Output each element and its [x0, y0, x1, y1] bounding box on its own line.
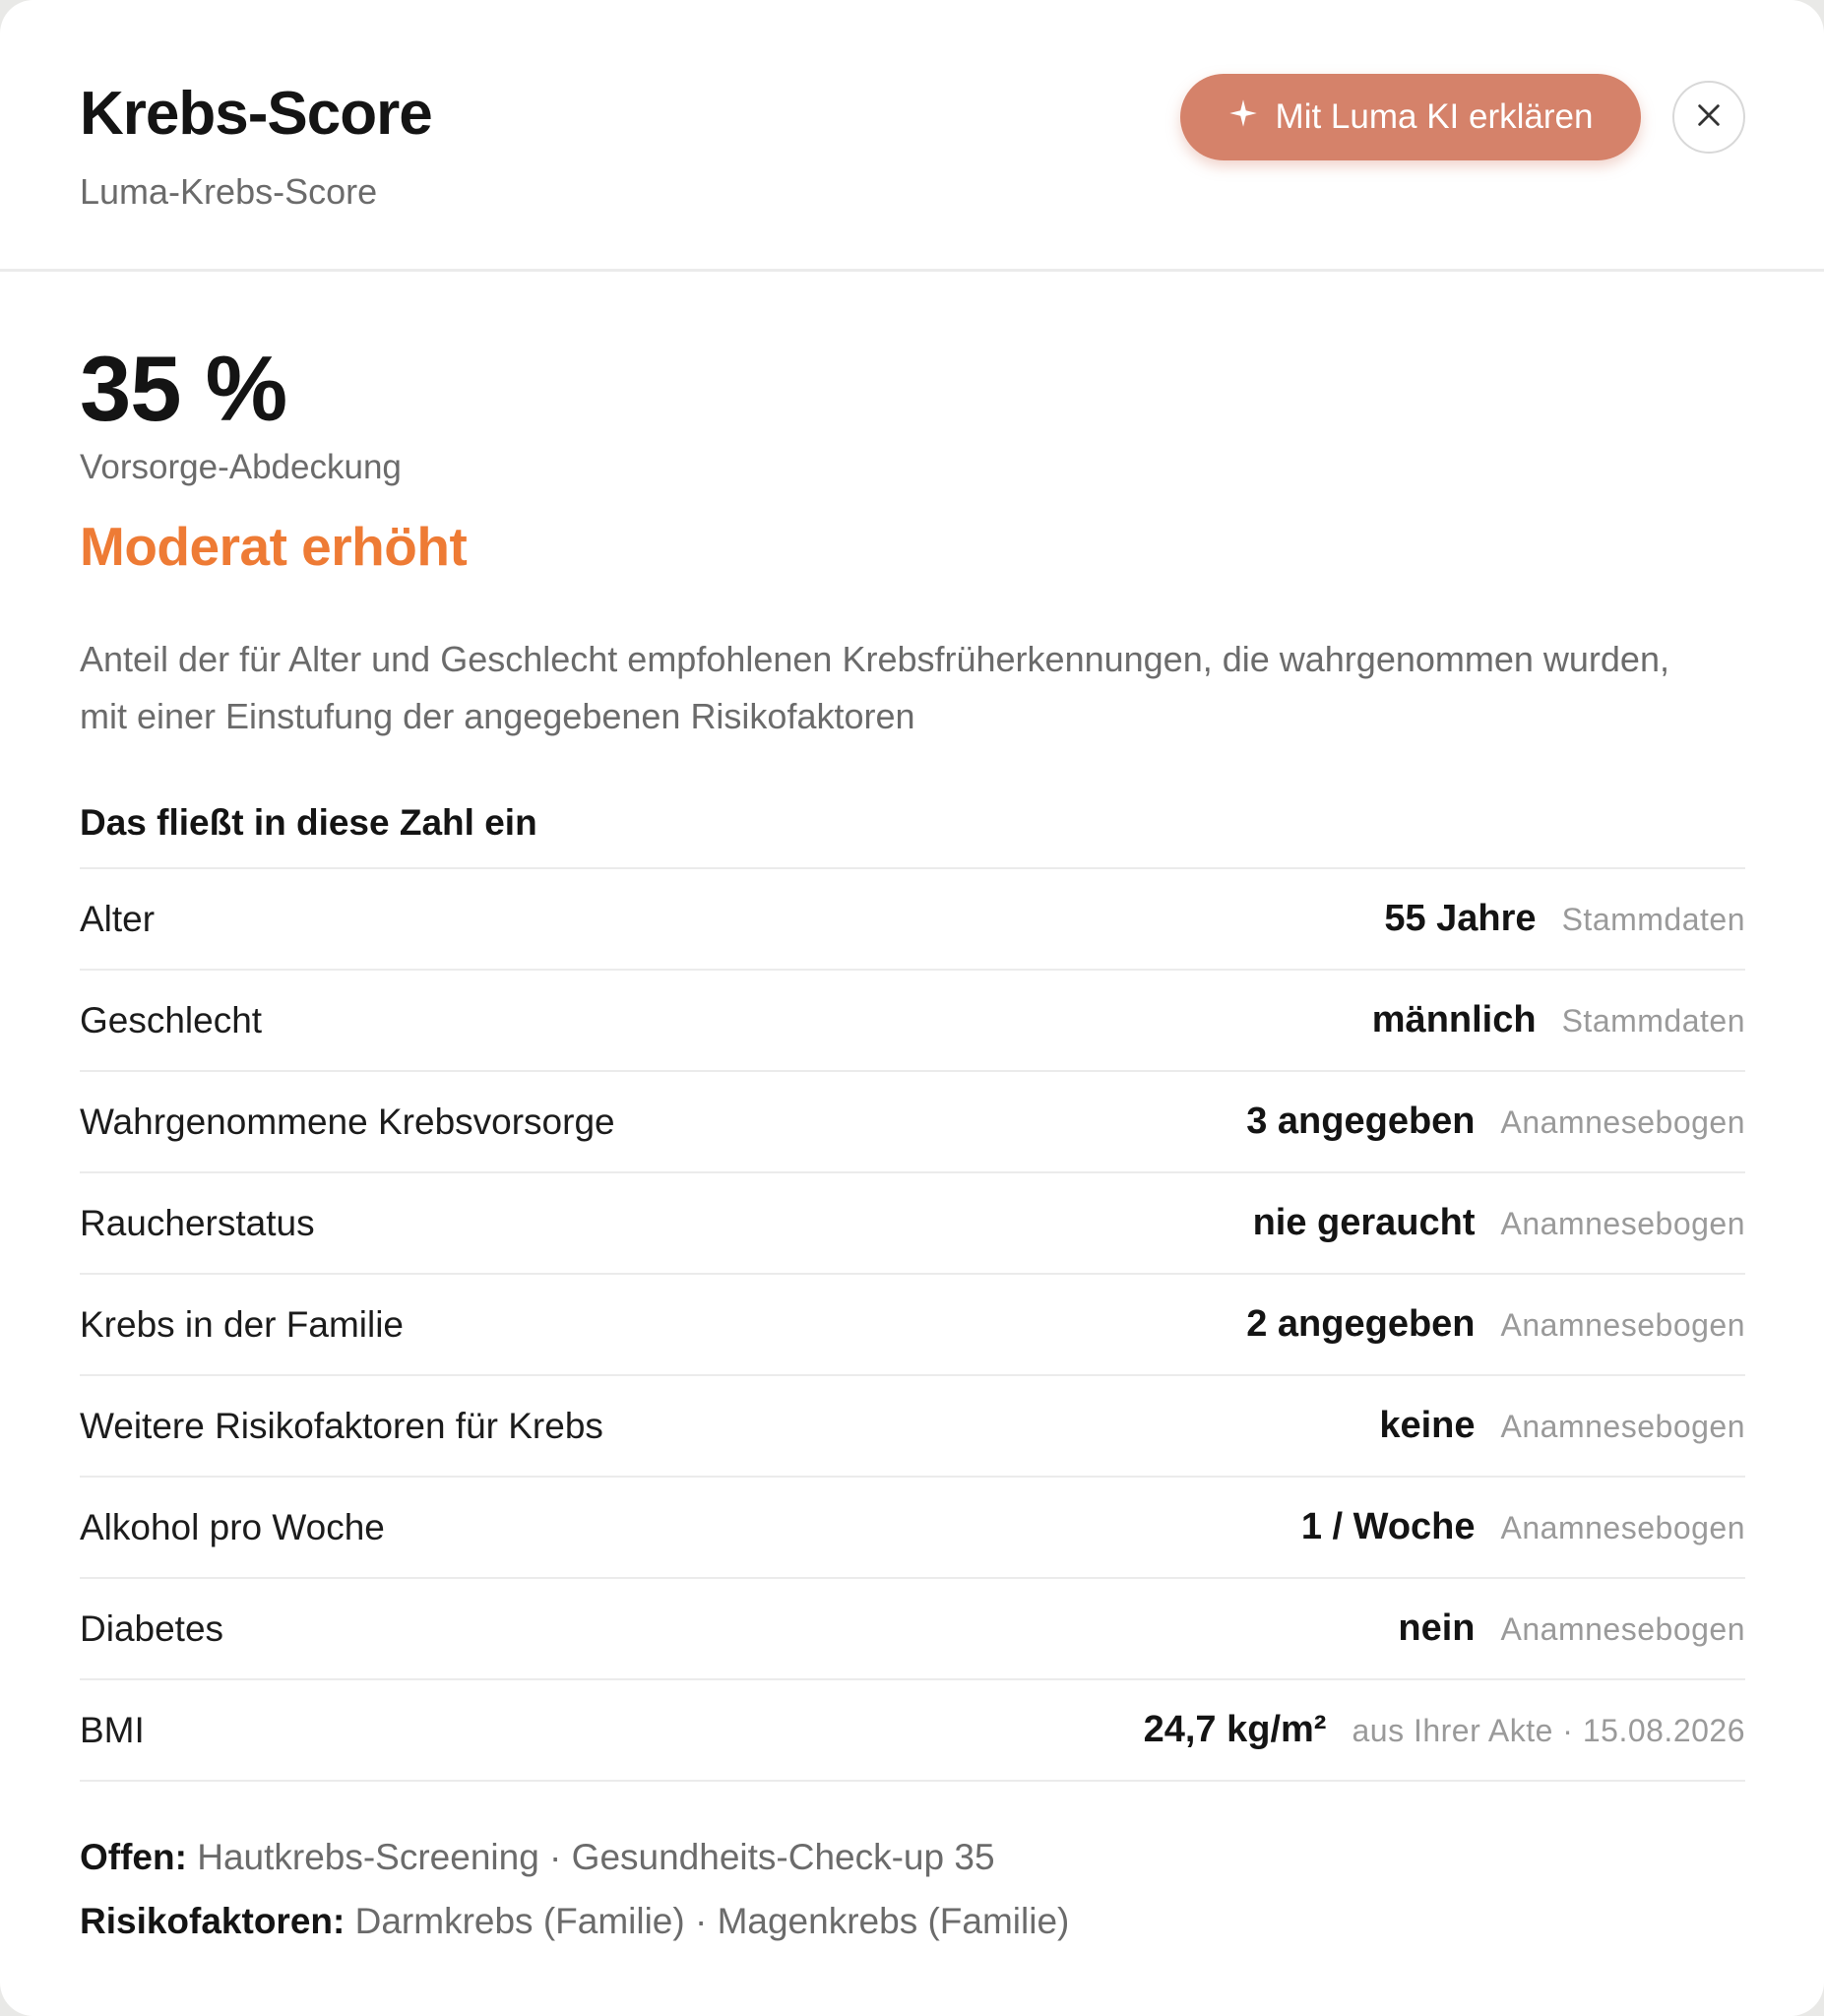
factor-row-diabetes	[80, 1579, 1745, 1680]
factor-source: Stammdaten	[1561, 1003, 1745, 1039]
factor-label: Geschlecht	[80, 999, 263, 1040]
factor-source: Anamnesebogen	[1500, 1510, 1745, 1545]
factor-label: Wahrgenommene Krebsvorsorge	[80, 1101, 615, 1142]
risk-text: Darmkrebs (Familie) · Magenkrebs (Familie)	[354, 1901, 1070, 1941]
factor-row-alcohol	[80, 1478, 1745, 1579]
dialog-header	[0, 0, 1824, 272]
factor-label: Alter	[80, 898, 156, 939]
factor-label: BMI	[80, 1709, 145, 1750]
factor-source: Anamnesebogen	[1500, 1206, 1745, 1241]
score-description: Anteil der für Alter und Geschlecht empfohlenen Krebsfrüherkennungen, die wahrgenommen wurden, mit einer Einstufung der angegebenen Risikofaktoren	[80, 639, 1669, 736]
factors-table	[80, 867, 1745, 1782]
factor-source: Stammdaten	[1561, 902, 1745, 937]
factor-row-other-risks	[80, 1376, 1745, 1478]
risk-label: Risikofaktoren:	[80, 1901, 346, 1941]
factor-label: Weitere Risikofaktoren für Krebs	[80, 1405, 603, 1446]
factor-label: Krebs in der Familie	[80, 1303, 405, 1345]
factor-row-smoking	[80, 1173, 1745, 1275]
close-button[interactable]	[1672, 81, 1745, 154]
factor-value: keine	[1379, 1405, 1476, 1446]
factor-value: nie geraucht	[1252, 1202, 1476, 1243]
factor-label: Diabetes	[80, 1607, 224, 1649]
factor-source: Anamnesebogen	[1500, 1611, 1745, 1647]
factor-row-family-history	[80, 1275, 1745, 1376]
open-screenings-summary	[80, 1833, 1745, 1882]
factor-label: Alkohol pro Woche	[80, 1506, 385, 1547]
factor-value: männlich	[1371, 999, 1537, 1040]
factor-source: aus Ihrer Akte · 15.08.2026	[1352, 1713, 1745, 1748]
risk-status: Moderat erhöht	[80, 516, 468, 577]
sparkle-icon	[1228, 97, 1258, 137]
explain-with-ai-label: Mit Luma KI erklären	[1275, 97, 1594, 136]
dialog-subtitle: Luma-Krebs-Score	[80, 171, 378, 212]
factor-value: 55 Jahre	[1384, 898, 1537, 939]
factor-row-age	[80, 869, 1745, 971]
score-label: Vorsorge-Abdeckung	[80, 448, 402, 486]
score-value: 35 %	[80, 337, 287, 440]
factor-row-screenings	[80, 1072, 1745, 1173]
factor-source: Anamnesebogen	[1500, 1104, 1745, 1140]
factor-source: Anamnesebogen	[1500, 1307, 1745, 1343]
factor-row-bmi	[80, 1680, 1745, 1782]
open-label: Offen:	[80, 1837, 187, 1877]
factor-value: 2 angegeben	[1246, 1303, 1476, 1345]
factors-heading: Das fließt in diese Zahl ein	[80, 802, 537, 843]
factor-value: 24,7 kg/m²	[1143, 1709, 1327, 1750]
risk-factors-summary	[80, 1897, 1745, 1946]
close-icon	[1695, 101, 1723, 134]
dialog-title: Krebs-Score	[80, 80, 432, 148]
factor-value: 3 angegeben	[1246, 1101, 1476, 1142]
factor-label: Raucherstatus	[80, 1202, 315, 1243]
explain-with-ai-button[interactable]	[1180, 74, 1641, 160]
factor-value: nein	[1398, 1607, 1476, 1649]
factor-row-sex	[80, 971, 1745, 1072]
factor-value: 1 / Woche	[1300, 1506, 1476, 1547]
open-text: Hautkrebs-Screening · Gesundheits-Check-up 35	[197, 1837, 995, 1877]
factor-source: Anamnesebogen	[1500, 1409, 1745, 1444]
